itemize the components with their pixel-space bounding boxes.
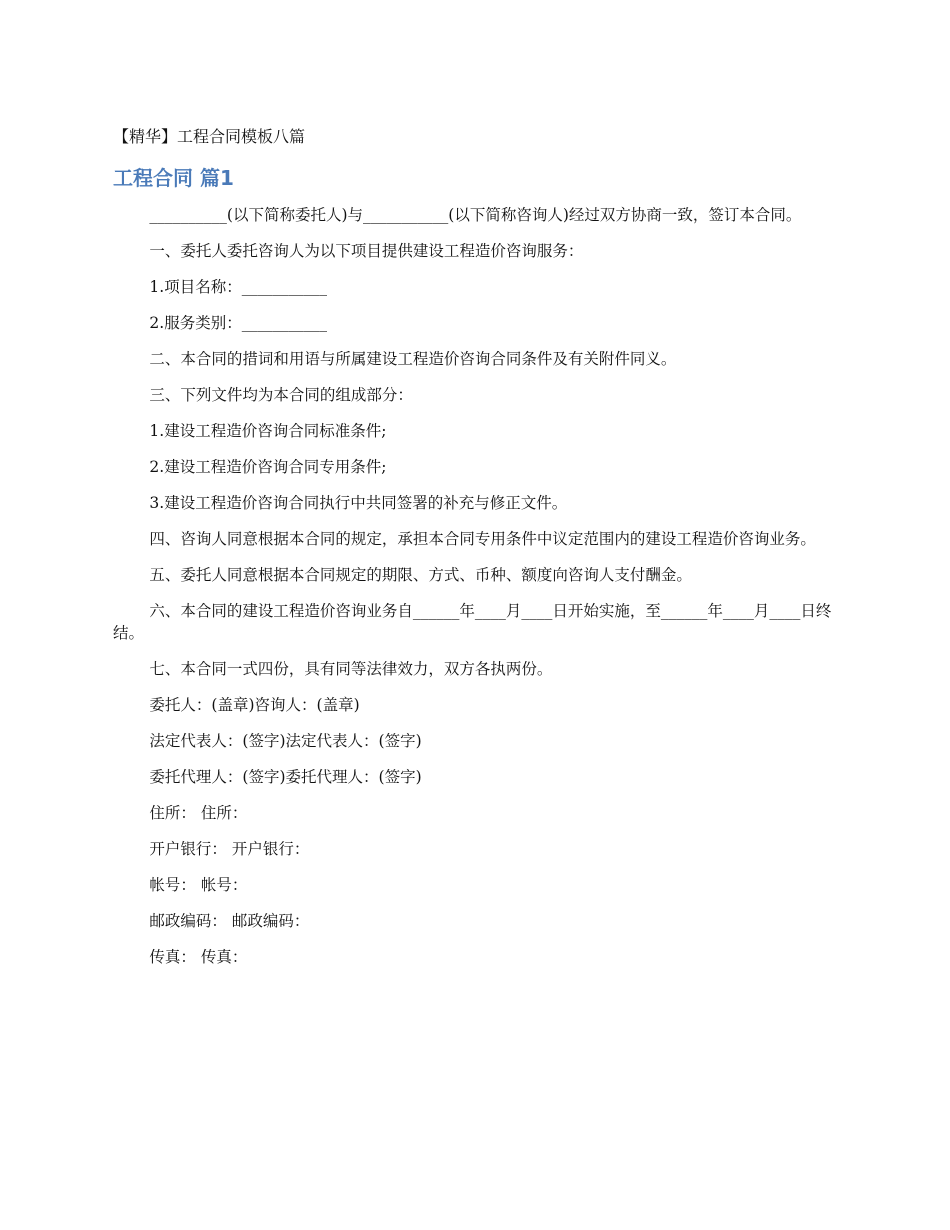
postal-code-line: 邮政编码： 邮政编码： [149, 912, 310, 930]
document-body [113, 204, 841, 982]
clause-5: 五、委托人同意根据本合同规定的期限、方式、币种、额度向咨询人支付酬金。 [149, 566, 692, 584]
legal-representative-line: 法定代表人：(签字)法定代表人：(签字) [149, 732, 422, 750]
section-heading: 工程合同 篇1 [113, 166, 234, 190]
clause-7: 七、本合同一式四份，具有同等法律效力，双方各执两份。 [149, 660, 553, 678]
clause-3: 三、下列文件均为本合同的组成部分： [149, 386, 413, 404]
clause-2: 二、本合同的措词和用语与所属建设工程造价咨询合同条件及有关附件同义。 [149, 350, 677, 368]
address-line: 住所： 住所： [149, 804, 248, 822]
project-name-line: 1.项目名称：___________ [149, 278, 327, 296]
clause-4: 四、咨询人同意根据本合同的规定，承担本合同专用条件中议定范围内的建设工程造价咨询业务。 [149, 530, 816, 548]
authorized-agent-line: 委托代理人：(签字)委托代理人：(签字) [149, 768, 422, 786]
document-title: 【精华】工程合同模板八篇 [113, 127, 306, 146]
clause-6: 六、本合同的建设工程造价咨询业务自______年____月____日开始实施，至______年____月____日终结。 [113, 602, 832, 642]
parties-paragraph: __________(以下简称委托人)与___________(以下简称咨询人)经过双方协商一致，签订本合同。 [149, 206, 802, 224]
signature-seal-line: 委托人：(盖章)咨询人：(盖章) [149, 696, 360, 714]
document-list-item-2: 2.建设工程造价咨询合同专用条件; [149, 458, 387, 476]
fax-line: 传真： 传真： [149, 948, 248, 966]
document-list-item-3: 3.建设工程造价咨询合同执行中共同签署的补充与修正文件。 [149, 494, 568, 512]
document-list-item-1: 1.建设工程造价咨询合同标准条件; [149, 422, 387, 440]
account-line: 帐号： 帐号： [149, 876, 248, 894]
bank-line: 开户银行： 开户银行： [149, 840, 310, 858]
clause-1: 一、委托人委托咨询人为以下项目提供建设工程造价咨询服务： [149, 242, 584, 260]
service-type-line: 2.服务类别：___________ [149, 314, 327, 332]
